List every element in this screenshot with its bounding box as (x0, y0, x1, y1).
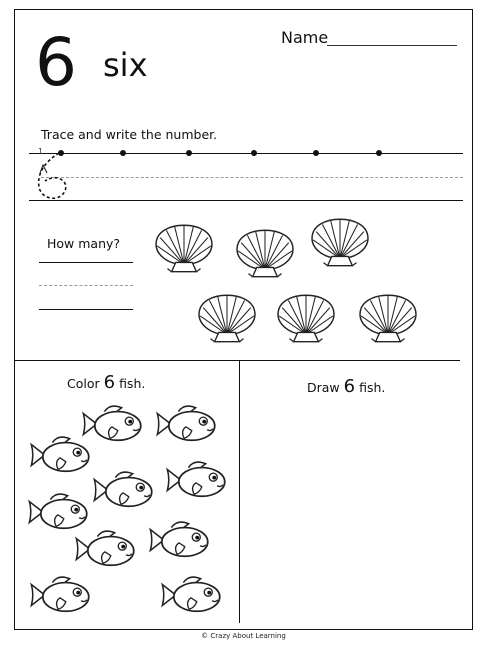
trace-bottom-line (29, 200, 463, 201)
color-suffix: fish. (119, 376, 146, 391)
draw-instruction (307, 376, 385, 397)
trace-instruction: Trace and write the number. (41, 127, 218, 142)
worksheet-page (14, 9, 473, 630)
fish-icon[interactable] (155, 402, 219, 446)
fish-icon[interactable] (92, 468, 156, 512)
trace-dot[interactable] (186, 150, 192, 156)
fish-icon[interactable] (160, 573, 224, 617)
scallop-shell-icon (234, 228, 296, 280)
trace-mid-line (41, 177, 463, 178)
trace-dot[interactable] (376, 150, 382, 156)
draw-suffix: fish. (359, 380, 386, 395)
draw-number: 6 (343, 376, 356, 397)
fish-icon[interactable] (74, 527, 138, 571)
name-line[interactable] (327, 45, 457, 46)
fish-icon[interactable] (165, 458, 229, 502)
drawing-area[interactable] (243, 402, 457, 620)
name-label: Name (281, 28, 329, 47)
svg-text:1: 1 (38, 147, 44, 156)
big-number: 6 (35, 24, 77, 101)
column-divider (239, 361, 240, 623)
how-many-question: How many? (47, 236, 121, 251)
scallop-shell-icon (309, 217, 371, 269)
trace-dot[interactable] (313, 150, 319, 156)
traceable-six[interactable] (29, 143, 79, 205)
trace-dot[interactable] (251, 150, 257, 156)
section-divider (15, 360, 460, 361)
answer-mid-line (39, 285, 133, 286)
trace-top-line (29, 153, 463, 154)
draw-prefix: Draw (307, 380, 340, 395)
scallop-shell-icon (153, 223, 215, 275)
fish-icon[interactable] (29, 573, 93, 617)
number-word: six (103, 46, 148, 84)
trace-dot[interactable] (58, 150, 64, 156)
color-number: 6 (103, 372, 116, 393)
scallop-shell-icon (275, 293, 337, 345)
color-prefix: Color (67, 376, 100, 391)
copyright-footer: © Crazy About Learning (201, 632, 286, 640)
trace-dot[interactable] (120, 150, 126, 156)
color-instruction (67, 372, 145, 393)
scallop-shell-icon (196, 293, 258, 345)
answer-bottom-line[interactable] (39, 309, 133, 310)
scallop-shell-icon (357, 293, 419, 345)
fish-icon[interactable] (29, 433, 93, 477)
answer-top-line (39, 262, 133, 263)
fish-icon[interactable] (148, 518, 212, 562)
